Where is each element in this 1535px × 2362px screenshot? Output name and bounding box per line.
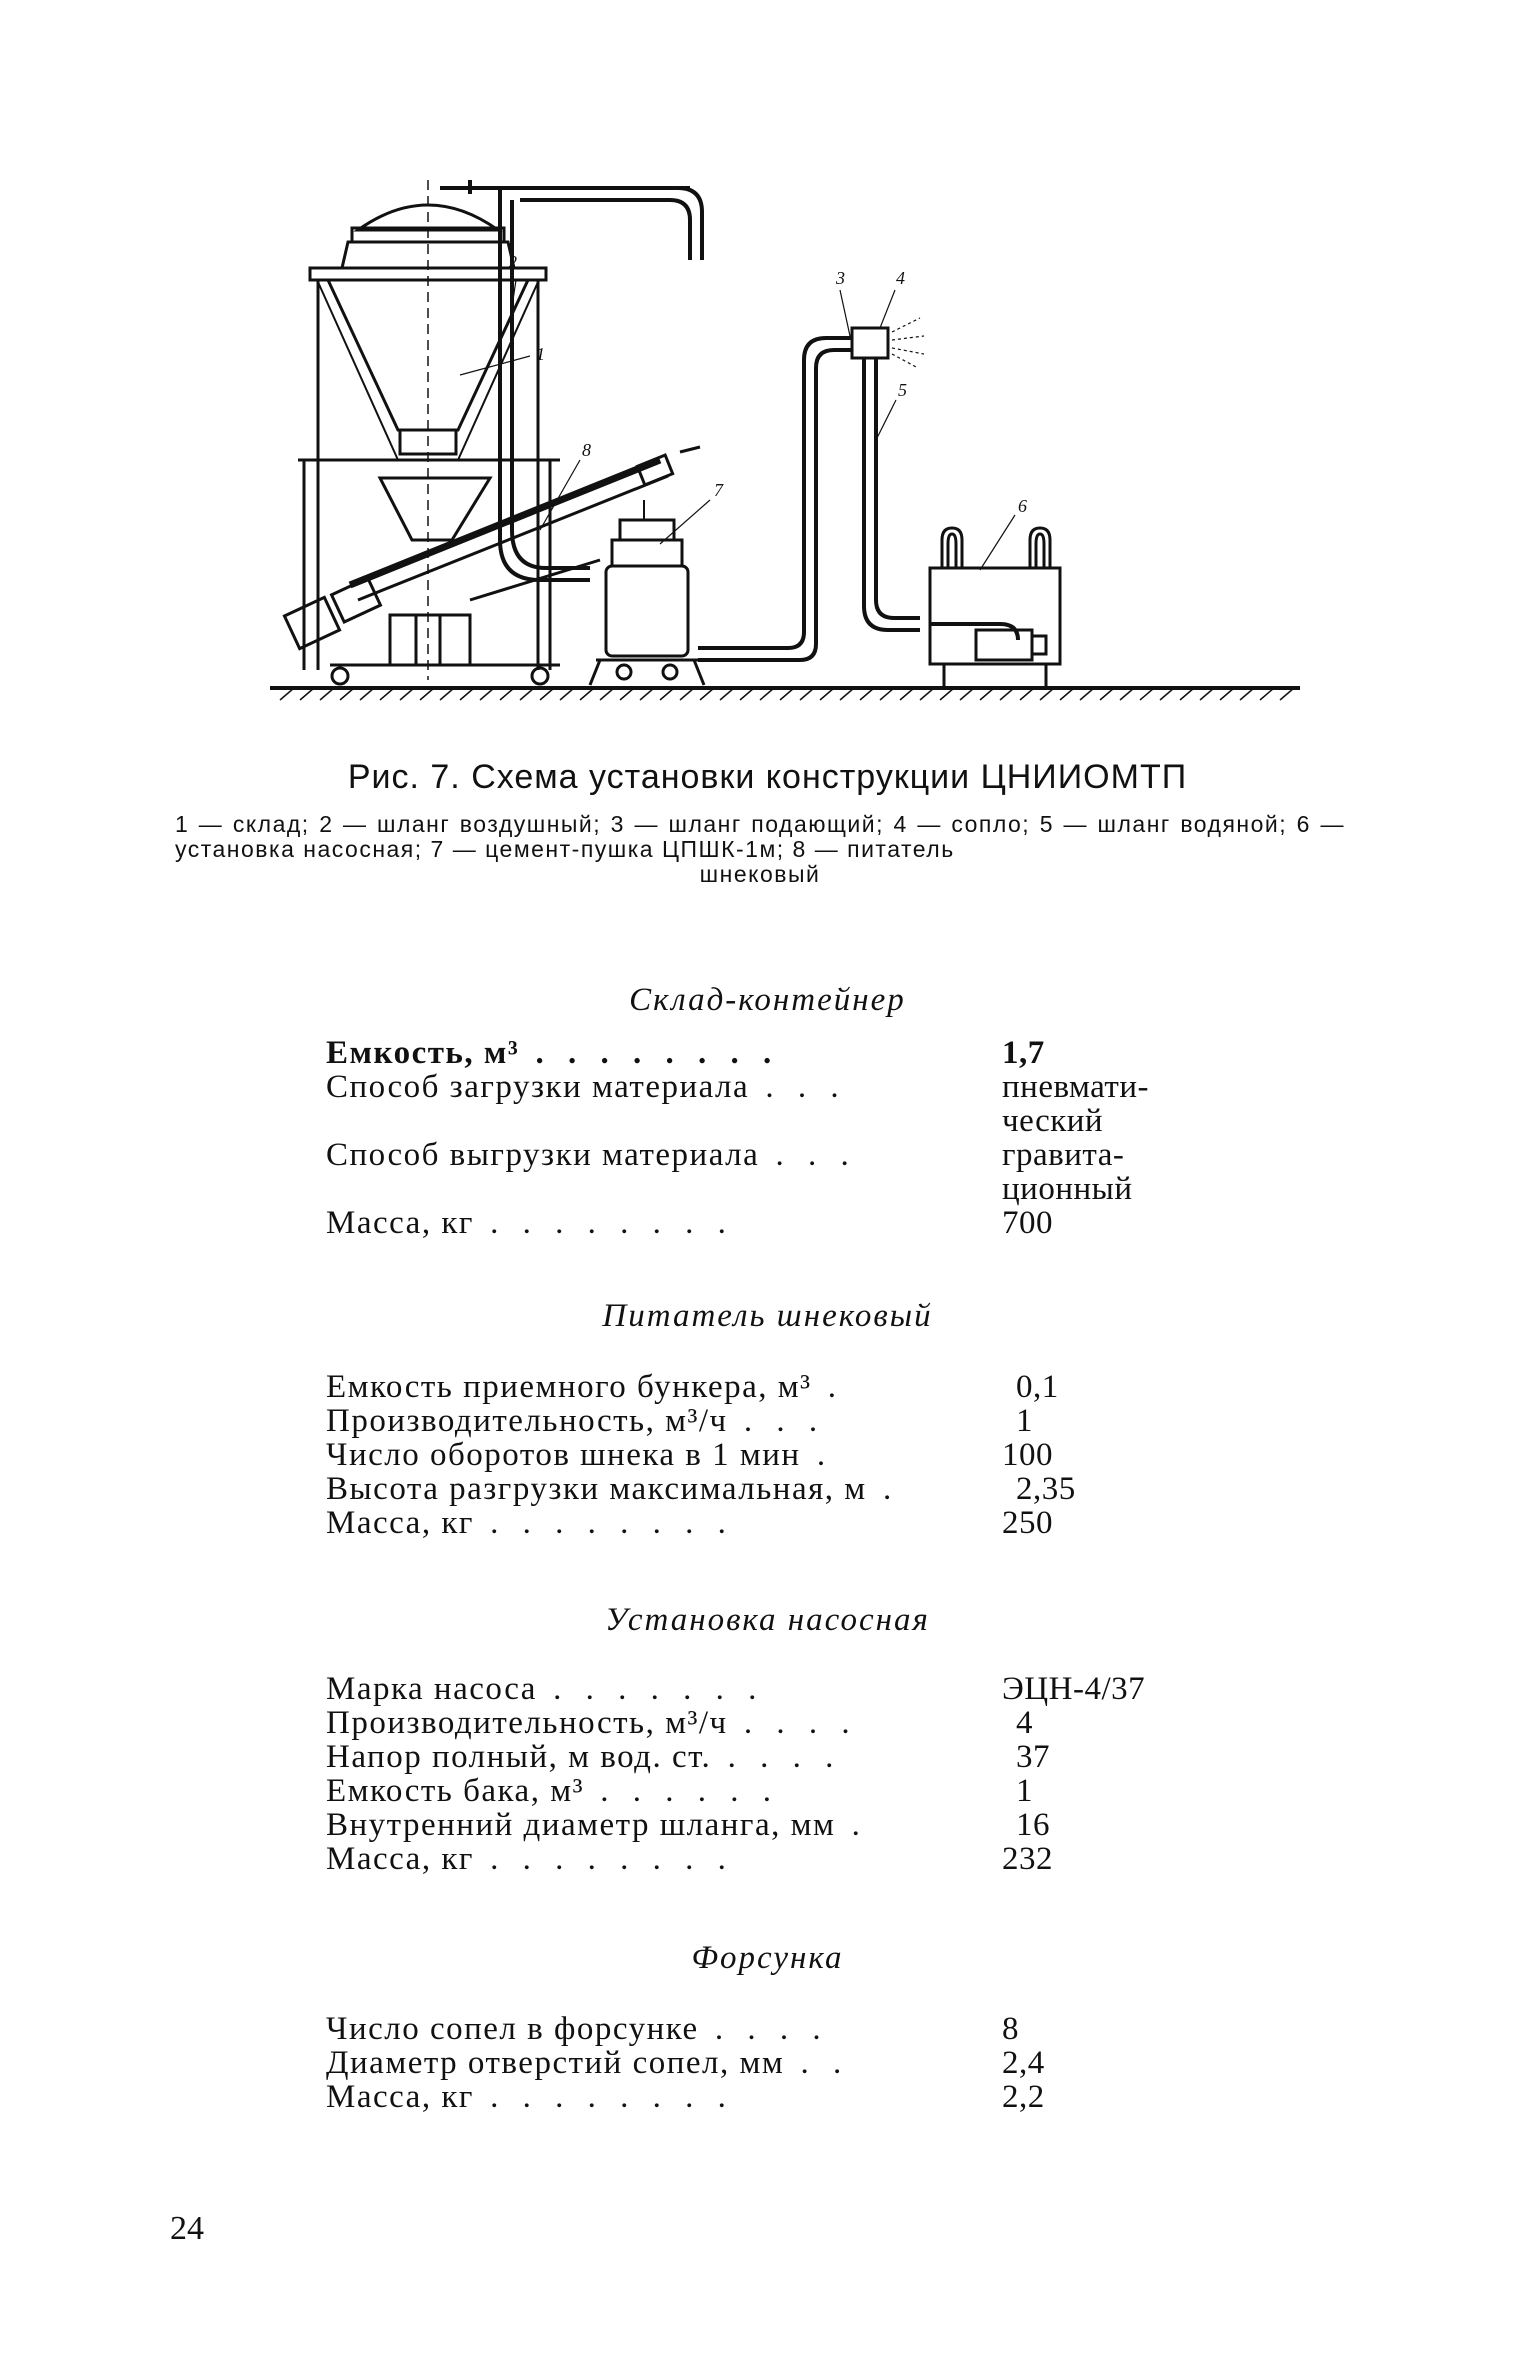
spec-table-storage [326, 1036, 1206, 1240]
spec-row: Емкость, м³ . . . . . . . . 1,7 [326, 1035, 1045, 1071]
svg-text:8: 8 [582, 440, 591, 460]
section-title-feeder: Питатель шнековый [602, 1298, 933, 1334]
spec-row: Внутренний диаметр шланга, мм . 16 [326, 1807, 1050, 1843]
svg-text:3: 3 [836, 268, 845, 288]
spec-row: Напор полный, м вод. ст. . . . . 37 [326, 1739, 1050, 1775]
svg-text:7: 7 [714, 480, 723, 500]
spec-row: Способ загрузки материала . . . пневмати- [326, 1069, 1150, 1105]
svg-text:5: 5 [898, 380, 907, 400]
svg-text:2: 2 [508, 252, 517, 272]
spec-row: Число оборотов шнека в 1 мин . 100 [326, 1437, 1053, 1473]
page-number: 24 [170, 2210, 204, 2247]
spec-row: Масса, кг . . . . . . . . 250 [326, 1505, 1053, 1541]
spec-table-pump [326, 1672, 1206, 1876]
spec-row: Число сопел в форсунке . . . . 8 [326, 2011, 1019, 2047]
spec-row: Емкость бака, м³ . . . . . . 1 [326, 1773, 1033, 1809]
spec-row: Высота разгрузки максимальная, м . 2,35 [326, 1471, 1076, 1507]
spec-row: Производительность, м³/ч . . . 1 [326, 1403, 1033, 1439]
section-title-pump: Установка насосная [605, 1602, 930, 1638]
svg-text:6: 6 [1018, 496, 1027, 516]
installation-diagram [240, 160, 1320, 720]
spec-row: Масса, кг . . . . . . . . 2,2 [326, 2079, 1045, 2115]
section-title-nozzle: Форсунка [691, 1940, 844, 1976]
part-numbers [508, 252, 1027, 516]
spec-row: Марка насоса . . . . . . . ЭЦН-4/37 [326, 1671, 1146, 1707]
section-title-storage: Склад-контейнер [629, 982, 906, 1018]
spec-row: Производительность, м³/ч . . . . 4 [326, 1705, 1033, 1741]
spec-row: Емкость приемного бункера, м³ . 0,1 [326, 1369, 1059, 1405]
svg-text:4: 4 [896, 268, 905, 288]
figure-caption-legend [175, 812, 1345, 887]
figure-caption-title: Рис. 7. Схема установки конструкции ЦНИИОМТП [347, 758, 1188, 796]
svg-text:1: 1 [536, 344, 545, 364]
spec-row: Диаметр отверстий сопел, мм . . 2,4 [326, 2045, 1045, 2081]
cement-gun [590, 500, 704, 685]
spec-row: ционный [1002, 1171, 1133, 1207]
spec-table-feeder [326, 1370, 1206, 1540]
spec-row: Масса, кг . . . . . . . . 232 [326, 1841, 1053, 1877]
spec-row: Масса, кг . . . . . . . . 700 [326, 1205, 1053, 1241]
water-hose [864, 358, 1018, 640]
spec-table-nozzle [326, 2012, 1206, 2114]
legend-line: 1 — склад; 2 — шланг воздушный; 3 — шланг подающий; 4 — сопло; 5 — шланг водяной; 6 — установка насосная; 7 — цемент-пушка ЦПШК-1м; 8 — питатель [175, 811, 1345, 862]
legend-line-last: шнековый [699, 861, 821, 887]
spec-row: ческий [1002, 1103, 1104, 1139]
spec-row: Способ выгрузки материала . . . гравита- [326, 1137, 1125, 1173]
pump-unit [930, 528, 1060, 686]
